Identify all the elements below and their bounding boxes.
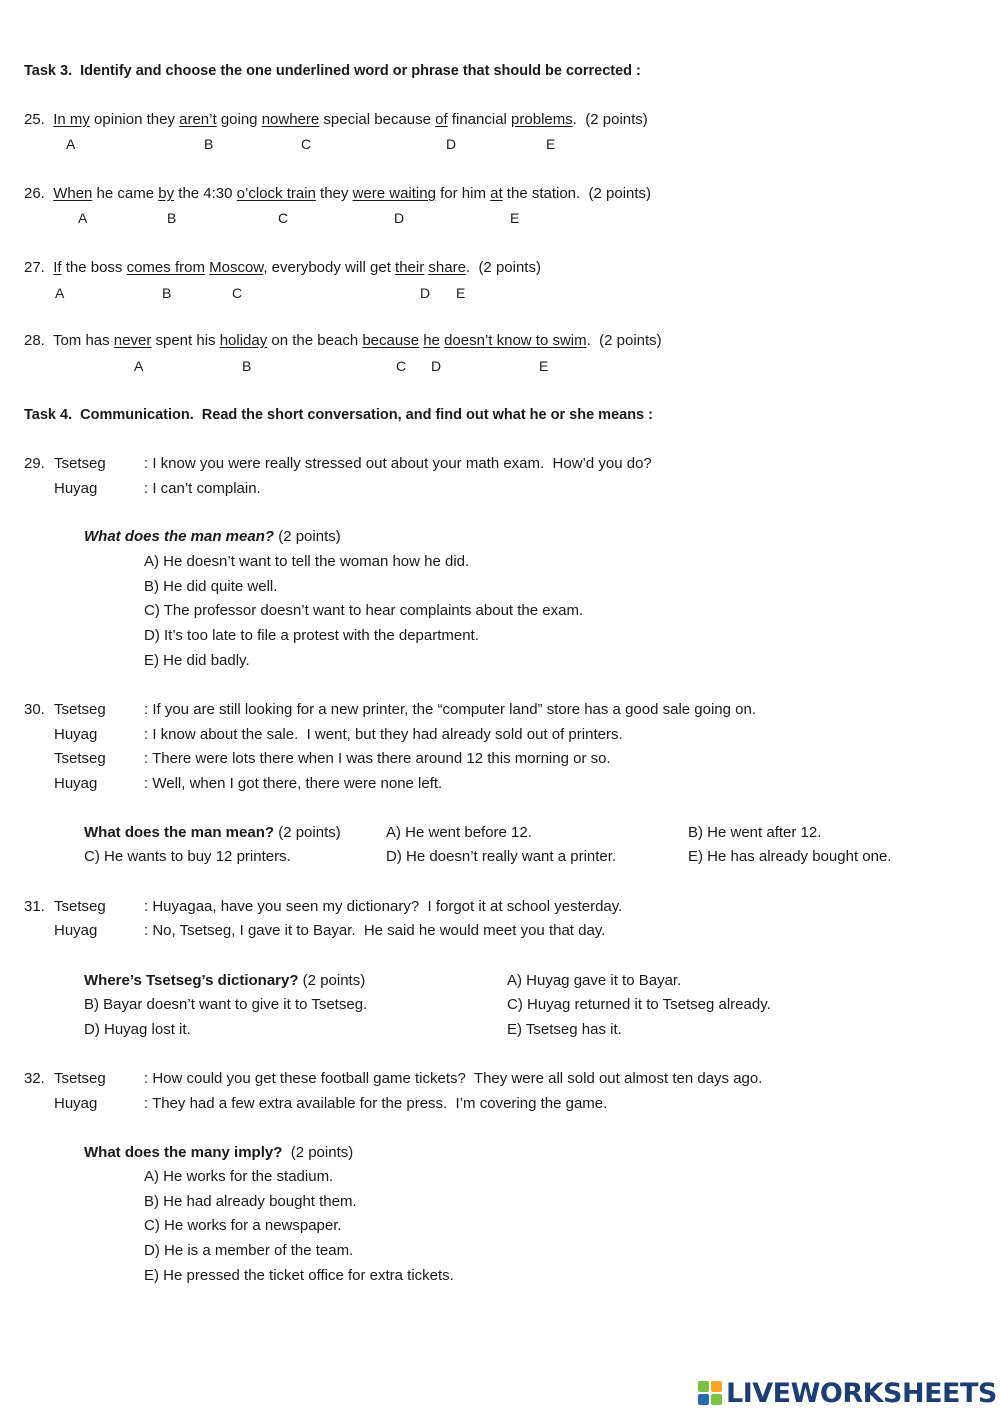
speaker-name: Tsetseg: [54, 898, 106, 915]
task4-title: Task 4. Communication. Read the short conversation, and find out what he or she means :: [24, 407, 653, 423]
letter-a: A: [66, 136, 76, 152]
underlined-option[interactable]: o’clock train: [236, 185, 316, 202]
answer-option-b[interactable]: B) He had already bought them.: [144, 1193, 357, 1210]
answer-option-e[interactable]: E) He did badly.: [144, 652, 250, 669]
sentence-text: , everybody will get: [263, 259, 396, 276]
sentence-text: the 4:30: [174, 185, 237, 202]
answer-option-c[interactable]: C) Huyag returned it to Tsetseg already.: [507, 996, 771, 1013]
sentence-text: financial: [447, 111, 512, 128]
underlined-option[interactable]: nowhere: [261, 111, 320, 128]
speaker-name: Tsetseg: [54, 750, 106, 767]
letter-a: A: [78, 210, 88, 226]
answer-option-c[interactable]: C) He works for a newspaper.: [144, 1217, 342, 1234]
letter-c: C: [278, 210, 289, 226]
underlined-option[interactable]: share: [428, 259, 466, 276]
task3-title: Task 3. Identify and choose the one underlined word or phrase that should be corrected :: [24, 63, 641, 79]
underlined-option[interactable]: In my: [53, 111, 90, 128]
dialogue-line: : I can’t complain.: [144, 480, 261, 497]
dialogue-line: : No, Tsetseg, I gave it to Bayar. He said he would meet you that day.: [144, 922, 606, 939]
answer-option-e[interactable]: E) He pressed the ticket office for extra tickets.: [144, 1267, 454, 1284]
speaker-name: Tsetseg: [54, 455, 106, 472]
letter-c: C: [232, 285, 243, 301]
sentence-text: going: [216, 111, 262, 128]
letter-e: E: [546, 136, 556, 152]
sentence-text: the boss: [61, 259, 127, 276]
underlined-option[interactable]: When: [53, 185, 93, 202]
answer-option-a[interactable]: A) He doesn’t want to tell the woman how he did.: [144, 553, 470, 570]
question-number: 32.: [24, 1070, 45, 1087]
letter-a: A: [134, 358, 144, 374]
question-text: What does the man mean?: [84, 528, 275, 545]
speaker-name: Tsetseg: [54, 701, 106, 718]
letter-b: B: [162, 285, 172, 301]
letter-d: D: [394, 210, 405, 226]
points-label: (2 points): [274, 528, 341, 545]
speaker-name: Huyag: [54, 480, 98, 497]
question-number: 28.: [24, 332, 45, 349]
question-number: 27.: [24, 259, 45, 276]
answer-option-d[interactable]: D) He is a member of the team.: [144, 1242, 354, 1259]
underlined-option[interactable]: doesn’t know to swim: [444, 332, 587, 349]
question-number: 31.: [24, 898, 45, 915]
letter-b: B: [167, 210, 177, 226]
question-27: [24, 259, 541, 277]
sentence-text: spent his: [151, 332, 220, 349]
question-text: What does the man mean?: [84, 824, 275, 841]
dialogue-line: : Huyagaa, have you seen my dictionary? I forgot it at school yesterday.: [144, 898, 623, 915]
dialogue-line: : They had a few extra available for the press. I’m covering the game.: [144, 1095, 608, 1112]
underlined-option[interactable]: at: [490, 185, 503, 202]
question-number: 25.: [24, 111, 45, 128]
question-text: What does the many imply?: [84, 1144, 283, 1161]
answer-option-c[interactable]: C) He wants to buy 12 printers.: [84, 848, 291, 865]
points-label: the station. (2 points): [502, 185, 652, 202]
letter-d: D: [446, 136, 457, 152]
letter-d: D: [431, 358, 442, 374]
speaker-name: Huyag: [54, 726, 98, 743]
logo-text: LIVEWORKSHEETS: [726, 1377, 997, 1409]
sentence-text: for him: [435, 185, 491, 202]
sentence-text: they: [315, 185, 353, 202]
answer-option-d[interactable]: D) It’s too late to file a protest with the department.: [144, 627, 479, 644]
answer-option-d[interactable]: D) Huyag lost it.: [84, 1021, 191, 1038]
underlined-option[interactable]: he: [423, 332, 440, 349]
underlined-option[interactable]: problems: [511, 111, 573, 128]
underlined-option[interactable]: comes from: [126, 259, 205, 276]
underlined-option[interactable]: of: [435, 111, 448, 128]
dialogue-line: : Well, when I got there, there were none left.: [144, 775, 443, 792]
dialogue-line: : How could you get these football game tickets? They were all sold out almost ten days ago.: [144, 1070, 763, 1087]
sentence-text: Tom has: [52, 332, 114, 349]
underlined-option[interactable]: aren’t: [179, 111, 217, 128]
dialogue-line: : I know about the sale. I went, but they had already sold out of printers.: [144, 726, 623, 743]
answer-option-b[interactable]: B) Bayar doesn’t want to give it to Tsetseg.: [84, 996, 368, 1013]
underlined-option[interactable]: Moscow: [209, 259, 264, 276]
speaker-name: Huyag: [54, 922, 98, 939]
answer-option-a[interactable]: A) He went before 12.: [386, 824, 532, 841]
answer-option-b[interactable]: B) He went after 12.: [688, 824, 822, 841]
letter-e: E: [539, 358, 549, 374]
answer-option-a[interactable]: A) He works for the stadium.: [144, 1168, 334, 1185]
underlined-option[interactable]: never: [113, 332, 152, 349]
question-25: [24, 111, 648, 129]
underlined-option[interactable]: because: [362, 332, 420, 349]
liveworksheets-grid-icon: [697, 1380, 723, 1406]
points-label: . (2 points): [465, 259, 541, 276]
question-prompt: [84, 528, 341, 546]
letter-c: C: [396, 358, 407, 374]
liveworksheets-logo[interactable]: [697, 1376, 997, 1410]
dialogue-line: : I know you were really stressed out about your math exam. How’d you do?: [144, 455, 652, 472]
question-prompt: [84, 824, 341, 842]
sentence-text: on the beach: [267, 332, 363, 349]
points-label: (2 points): [274, 824, 341, 841]
points-label: (2 points): [282, 1144, 354, 1161]
underlined-option[interactable]: their: [395, 259, 425, 276]
question-number: 30.: [24, 701, 45, 718]
underlined-option[interactable]: If: [53, 259, 62, 276]
speaker-name: Huyag: [54, 1095, 98, 1112]
question-text: Where’s Tsetseg’s dictionary?: [84, 972, 299, 989]
letter-b: B: [242, 358, 252, 374]
question-26: [24, 185, 651, 203]
letter-a: A: [55, 285, 65, 301]
dialogue-line: : There were lots there when I was there around 12 this morning or so.: [144, 750, 611, 767]
letter-e: E: [456, 285, 466, 301]
dialogue-line: : If you are still looking for a new printer, the “computer land” store has a good sale going on.: [144, 701, 757, 718]
answer-option-e[interactable]: E) Tsetseg has it.: [507, 1021, 622, 1038]
sentence-text: special because: [319, 111, 436, 128]
letter-b: B: [204, 136, 214, 152]
underlined-option[interactable]: by: [158, 185, 175, 202]
sentence-text: he came: [92, 185, 159, 202]
answer-option-d[interactable]: D) He doesn’t really want a printer.: [386, 848, 617, 865]
speaker-name: Tsetseg: [54, 1070, 106, 1087]
underlined-option[interactable]: holiday: [219, 332, 268, 349]
question-number: 26.: [24, 185, 45, 202]
question-prompt: [84, 972, 365, 990]
letter-d: D: [420, 285, 431, 301]
speaker-name: Huyag: [54, 775, 98, 792]
points-label: . (2 points): [586, 332, 662, 349]
letter-e: E: [510, 210, 520, 226]
answer-option-e[interactable]: E) He has already bought one.: [688, 848, 892, 865]
answer-option-b[interactable]: B) He did quite well.: [144, 578, 278, 595]
sentence-text: opinion they: [89, 111, 180, 128]
question-number: 29.: [24, 455, 45, 472]
answer-option-a[interactable]: A) Huyag gave it to Bayar.: [507, 972, 682, 989]
question-28: [24, 332, 662, 350]
question-prompt: [84, 1144, 353, 1162]
letter-c: C: [301, 136, 312, 152]
points-label: (2 points): [298, 972, 366, 989]
underlined-option[interactable]: were waiting: [352, 185, 436, 202]
answer-option-c[interactable]: C) The professor doesn’t want to hear complaints about the exam.: [144, 602, 584, 619]
points-label: . (2 points): [572, 111, 648, 128]
